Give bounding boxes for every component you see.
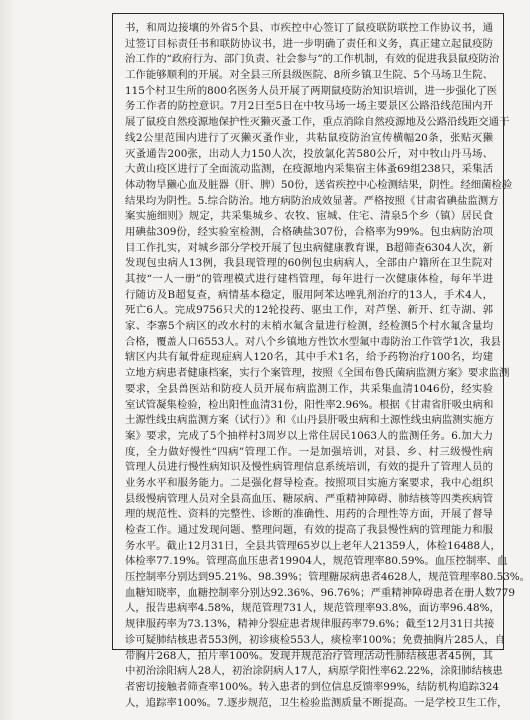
- text-line: 压控制率分别达到95.21%、98.39%；管理糖尿病患者4628人，规范管理率80.53%。: [125, 571, 530, 584]
- text-line: 务工作者的防控意识。7月2日至5日在中牧马场一场主要景区公路沿线范围内开: [125, 100, 493, 113]
- text-line: 人，追踪率100%。7.逐步规范，卫生检验监测质量不断提高。一是学校卫生工作，: [125, 696, 508, 709]
- text-line: 大黄山疫区进行了全面流动监测，在疫源地内采集宿主体蚤69组238只，采集活: [125, 163, 493, 176]
- text-line: 县级慢病管理人员对全县高血压、糖尿病、严重精神障碍、肺结核等四类疾病管: [125, 492, 493, 505]
- text-line: 理的规范性、资料的完整性、诊断的准确性、用药的合理性等方面，开展了督导: [125, 508, 493, 521]
- text-line: 治工作的“政府行为、部门负责、社会参与”的工作机制，有效的促进我县鼠疫防治: [125, 53, 500, 66]
- document-text-frame: [112, 13, 530, 709]
- text-line: 检查工作。通过发现问题、整理问题，有效的提高了我县慢性病的管理能力和服: [125, 524, 493, 536]
- text-line: 室试管凝集检验，检出阳性血清31份，阳性率2.96%。根据《甘肃省肝吸虫病和: [125, 398, 494, 411]
- text-line: 目工作扎实，对城乡部分学校开展了包虫病健康教育课，B超筛查6304人次，新: [125, 241, 493, 254]
- text-line: 家、李寨5个病区的改水村的末梢水氟含量进行检测，经检测5个村水氟含量均: [125, 320, 493, 333]
- text-line: 诊可疑肺结核患者553例，初诊痰检553人，痰检率100%；免费抽胸片285人，自: [125, 633, 506, 646]
- text-line: 其按“一人一册”的管理模式进行建档管理，每年进行一次健康体检，每年半进: [125, 273, 493, 285]
- text-line: 业务水平和服务能力。二是强化督导检查。按照项目实施方案要求，我中心组织: [125, 476, 493, 489]
- text-line: 115个村卫生所的800名医务人员开展了两期鼠疫防治知识培训，进一步强化了医: [125, 84, 498, 97]
- text-line: 中初治涂阳病人28人，初治涂阴病人17人，病原学阳性率62.22%，涂阳肺结核患: [125, 665, 503, 678]
- text-line: 体检率77.19%。管理高血压患者19904人，规范管理率80.59%。血压控制率、血: [125, 555, 508, 568]
- text-line: 要求，全县兽医站和防疫人员开展布病监测工作，共采集血清1046份，经实验: [125, 382, 493, 395]
- text-line: 书，和周边接壤的外省5个县、市疾控中心签订了鼠疫联防联控工作协议书，通: [125, 22, 493, 34]
- text-line: 结果均为阴性。5.综合防治。地方病防治成效显著。严格按照《甘肃省碘盐监测方: [125, 194, 499, 207]
- text-line: 行随访及B超复查，病情基本稳定，服用阿苯达唑乳剂治疗的13人，手术4人，: [125, 288, 493, 301]
- text-line: 展了鼠疫自然疫源地保护性灭獭灭蚤工作，重点消除自然疫源地及公路沿线距交通干: [125, 116, 510, 129]
- text-line: 务水平。截止12月31日，全县共管理65岁以上老年人21359人，体检16488人，: [125, 539, 501, 552]
- text-line: 死亡6人。完成9756只犬的12轮投药、驱虫工作，对芦堡、新开、红寺湖、郭: [125, 304, 493, 317]
- text-line: 案实施细则》规定，共采集城乡、农牧、宦城、住宅、清泉5个乡（镇）居民食: [125, 210, 493, 223]
- text-line: 立地方病患者健康档案，实行个案管理，按照《全国布鲁氏菌病监测方案》要求监测: [125, 367, 510, 380]
- text-line: 度，全力做好慢性“四病”管理工作。一是加强培训，对县、乡、村三级慢性病: [125, 445, 493, 458]
- text-line: 线2公里范围内进行了灭獭灭蚤作业，共粘鼠疫防治宣传横幅20条，张贴灭獭: [125, 131, 493, 144]
- text-line: 土源性线虫病监测方案（试行）》和《山丹县肝吸虫病和土源性线虫病监测实施方: [125, 414, 494, 427]
- text-line: 用碘盐309份，经实验室检测，合格碘盐307份，合格率为99%。包虫病防治项: [125, 225, 493, 238]
- text-line: 辖区内共有氟骨症现症病人120名，其中手术1名，给予药物治疗100名，均建: [125, 351, 493, 364]
- text-line: 过签订目标责任书和联防协议书，进一步明确了责任和义务，真正建立起鼠疫防: [125, 37, 493, 50]
- text-line: 管理人员进行慢性病知识及慢性病管理信息系统培训，有效的提升了管理人员的: [125, 461, 493, 474]
- text-line: 发现包虫病人13例，我县现管理的60例包虫病病人，全部由户籍所在卫生院对: [125, 257, 493, 270]
- text-line: 案》要求，完成了5个抽样村3周岁以上常住居民1063人的监测任务。6.加大力: [125, 429, 493, 442]
- text-line: 血糖知晓率，血糖控制率分别达92.36%、96.76%；严重精神障碍患者在册人数779: [125, 586, 516, 599]
- text-line: 工作能够顺利的开展。对全县三所县级医院、8所乡镇卫生院、5个马场卫生院、: [125, 69, 493, 82]
- text-line: 合格，覆盖人口6553人。对八个乡镇地方性饮水型氟中毒防治工作管学1次，我县: [125, 335, 501, 348]
- text-line: 灭蚤通告200张，出动人力150人次，投放氯化苦580公斤，对中牧山丹马场、: [125, 147, 493, 160]
- text-line: 带胸片268人，拍片率100%。发现并规范治疗管理活动性肺结核患者45例，其: [125, 649, 493, 662]
- text-line: 者密切接触者筛查率100%。转入患者的到位信息反馈率99%，结防机构追踪324: [125, 680, 499, 693]
- text-line: 体动物旱獭心血及脏器（肝、脾）50份，送省疾控中心检测结果，阴性。经细菌检验: [125, 178, 513, 191]
- text-line: 人，报告患病率4.58%，规范管理731人，规范管理率93.8%，面访率96.48%，: [125, 602, 500, 615]
- text-line: 规律服药率为73.13%，精神分裂症患者规律服药率79.6%；截至12月31日共接: [125, 618, 495, 631]
